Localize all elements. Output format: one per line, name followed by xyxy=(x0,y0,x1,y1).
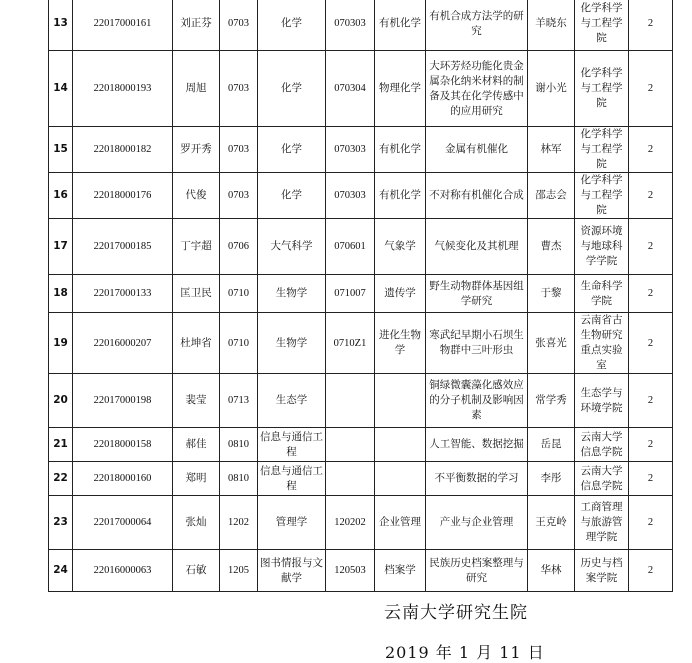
table-row xyxy=(49,127,673,173)
subdiscipline-name: 遗传学 xyxy=(375,275,426,313)
row-number: 13 xyxy=(49,0,73,51)
research-topic: 气候变化及其机理 xyxy=(426,219,528,275)
credit-count: 2 xyxy=(629,374,673,428)
advisor-name: 岳昆 xyxy=(528,428,575,462)
row-number: 14 xyxy=(49,51,73,127)
subdiscipline-code xyxy=(326,428,375,462)
discipline-name: 大气科学 xyxy=(258,219,326,275)
student-name: 代俊 xyxy=(173,173,220,219)
student-name: 丁宇超 xyxy=(173,219,220,275)
subdiscipline-code: 070304 xyxy=(326,51,375,127)
discipline-name: 生物学 xyxy=(258,313,326,374)
research-topic: 大环芳烃功能化贵金属杂化纳米材料的制备及其在化学传感中的应用研究 xyxy=(426,51,528,127)
discipline-code: 0703 xyxy=(220,173,258,219)
table-row xyxy=(49,51,673,127)
table-row xyxy=(49,219,673,275)
advisor-name: 羊晓东 xyxy=(528,0,575,51)
student-name: 石敏 xyxy=(173,550,220,592)
discipline-code: 0706 xyxy=(220,219,258,275)
discipline-code: 0710 xyxy=(220,275,258,313)
student-name: 刘正芬 xyxy=(173,0,220,51)
discipline-code: 0710 xyxy=(220,313,258,374)
advisor-name: 王克岭 xyxy=(528,496,575,550)
subdiscipline-name: 有机化学 xyxy=(375,0,426,51)
subdiscipline-code: 0710Z1 xyxy=(326,313,375,374)
credit-count: 2 xyxy=(629,496,673,550)
row-number: 22 xyxy=(49,462,73,496)
discipline-code: 0810 xyxy=(220,462,258,496)
subdiscipline-code: 120202 xyxy=(326,496,375,550)
research-topic: 铜绿微囊藻化感效应的分子机制及影响因素 xyxy=(426,374,528,428)
table-row xyxy=(49,275,673,313)
row-number: 18 xyxy=(49,275,73,313)
row-number: 19 xyxy=(49,313,73,374)
discipline-name: 化学 xyxy=(258,0,326,51)
student-id: 22017000185 xyxy=(73,219,173,275)
research-topic: 产业与企业管理 xyxy=(426,496,528,550)
table-row xyxy=(49,462,673,496)
table-row xyxy=(49,173,673,219)
table-row xyxy=(49,428,673,462)
research-topic: 寒武纪早期小石坝生物群中三叶形虫 xyxy=(426,313,528,374)
subdiscipline-name: 档案学 xyxy=(375,550,426,592)
credit-count: 2 xyxy=(629,127,673,173)
table-row xyxy=(49,0,673,51)
subdiscipline-name: 有机化学 xyxy=(375,127,426,173)
issuing-organization: 云南大学研究生院 xyxy=(384,603,528,623)
research-topic: 野生动物群体基因组学研究 xyxy=(426,275,528,313)
discipline-name: 化学 xyxy=(258,173,326,219)
research-topic: 金属有机催化 xyxy=(426,127,528,173)
college-name: 资源环境与地球科学学院 xyxy=(575,219,629,275)
student-name: 周旭 xyxy=(173,51,220,127)
subdiscipline-code xyxy=(326,374,375,428)
discipline-name: 图书情报与文献学 xyxy=(258,550,326,592)
student-name: 匡卫民 xyxy=(173,275,220,313)
student-id: 22017000198 xyxy=(73,374,173,428)
subdiscipline-name xyxy=(375,428,426,462)
college-name: 化学科学与工程学院 xyxy=(575,0,629,51)
college-name: 生态学与环境学院 xyxy=(575,374,629,428)
subdiscipline-name xyxy=(375,462,426,496)
college-name: 化学科学与工程学院 xyxy=(575,173,629,219)
table-row xyxy=(49,313,673,374)
subdiscipline-code: 071007 xyxy=(326,275,375,313)
student-name: 张灿 xyxy=(173,496,220,550)
discipline-name: 信息与通信工程 xyxy=(258,428,326,462)
advisor-name: 邵志会 xyxy=(528,173,575,219)
row-number: 20 xyxy=(49,374,73,428)
credit-count: 2 xyxy=(629,51,673,127)
advisor-name: 林军 xyxy=(528,127,575,173)
discipline-code: 0703 xyxy=(220,127,258,173)
subdiscipline-name: 气象学 xyxy=(375,219,426,275)
student-id: 22018000193 xyxy=(73,51,173,127)
discipline-name: 生物学 xyxy=(258,275,326,313)
advisor-name: 华林 xyxy=(528,550,575,592)
student-id: 22016000063 xyxy=(73,550,173,592)
credit-count: 2 xyxy=(629,275,673,313)
row-number: 16 xyxy=(49,173,73,219)
discipline-name: 生态学 xyxy=(258,374,326,428)
discipline-name: 管理学 xyxy=(258,496,326,550)
subdiscipline-name: 有机化学 xyxy=(375,173,426,219)
research-topic: 有机合成方法学的研究 xyxy=(426,0,528,51)
student-table xyxy=(48,0,673,592)
research-topic: 不平衡数据的学习 xyxy=(426,462,528,496)
table-row xyxy=(49,550,673,592)
college-name: 云南大学信息学院 xyxy=(575,462,629,496)
discipline-code: 1205 xyxy=(220,550,258,592)
credit-count: 2 xyxy=(629,173,673,219)
subdiscipline-name xyxy=(375,374,426,428)
credit-count: 2 xyxy=(629,550,673,592)
college-name: 化学科学与工程学院 xyxy=(575,51,629,127)
credit-count: 2 xyxy=(629,428,673,462)
student-name: 罗开秀 xyxy=(173,127,220,173)
subdiscipline-name: 企业管理 xyxy=(375,496,426,550)
discipline-code: 1202 xyxy=(220,496,258,550)
issue-date: 2019 年 1 月 11 日 xyxy=(385,643,545,662)
subdiscipline-code: 070303 xyxy=(326,173,375,219)
college-name: 工商管理与旅游管理学院 xyxy=(575,496,629,550)
advisor-name: 曹杰 xyxy=(528,219,575,275)
row-number: 23 xyxy=(49,496,73,550)
student-id: 22018000160 xyxy=(73,462,173,496)
credit-count: 2 xyxy=(629,0,673,51)
row-number: 24 xyxy=(49,550,73,592)
student-id: 22018000182 xyxy=(73,127,173,173)
discipline-name: 化学 xyxy=(258,127,326,173)
credit-count: 2 xyxy=(629,219,673,275)
table-row xyxy=(49,496,673,550)
discipline-name: 信息与通信工程 xyxy=(258,462,326,496)
advisor-name: 李彤 xyxy=(528,462,575,496)
student-name: 郑明 xyxy=(173,462,220,496)
college-name: 生命科学学院 xyxy=(575,275,629,313)
research-topic: 不对称有机催化合成 xyxy=(426,173,528,219)
college-name: 历史与档案学院 xyxy=(575,550,629,592)
discipline-name: 化学 xyxy=(258,51,326,127)
credit-count: 2 xyxy=(629,462,673,496)
discipline-code: 0703 xyxy=(220,51,258,127)
research-topic: 人工智能、数据挖掘 xyxy=(426,428,528,462)
student-id: 22018000176 xyxy=(73,173,173,219)
advisor-name: 张喜光 xyxy=(528,313,575,374)
student-id: 22016000207 xyxy=(73,313,173,374)
student-id: 22018000158 xyxy=(73,428,173,462)
advisor-name: 谢小光 xyxy=(528,51,575,127)
subdiscipline-code: 120503 xyxy=(326,550,375,592)
subdiscipline-code: 070601 xyxy=(326,219,375,275)
student-name: 杜坤省 xyxy=(173,313,220,374)
student-id: 22017000064 xyxy=(73,496,173,550)
discipline-code: 0810 xyxy=(220,428,258,462)
student-name: 郝佳 xyxy=(173,428,220,462)
credit-count: 2 xyxy=(629,313,673,374)
discipline-code: 0703 xyxy=(220,0,258,51)
subdiscipline-name: 进化生物学 xyxy=(375,313,426,374)
table-row xyxy=(49,374,673,428)
subdiscipline-name: 物理化学 xyxy=(375,51,426,127)
row-number: 17 xyxy=(49,219,73,275)
discipline-code: 0713 xyxy=(220,374,258,428)
table-body xyxy=(49,0,673,592)
row-number: 15 xyxy=(49,127,73,173)
subdiscipline-code: 070303 xyxy=(326,127,375,173)
student-id: 22017000133 xyxy=(73,275,173,313)
advisor-name: 常学秀 xyxy=(528,374,575,428)
row-number: 21 xyxy=(49,428,73,462)
research-topic: 民族历史档案整理与研究 xyxy=(426,550,528,592)
student-name: 裴莹 xyxy=(173,374,220,428)
college-name: 云南大学信息学院 xyxy=(575,428,629,462)
advisor-name: 于黎 xyxy=(528,275,575,313)
subdiscipline-code: 070303 xyxy=(326,0,375,51)
college-name: 化学科学与工程学院 xyxy=(575,127,629,173)
college-name: 云南省古生物研究重点实验室 xyxy=(575,313,629,374)
student-id: 22017000161 xyxy=(73,0,173,51)
subdiscipline-code xyxy=(326,462,375,496)
